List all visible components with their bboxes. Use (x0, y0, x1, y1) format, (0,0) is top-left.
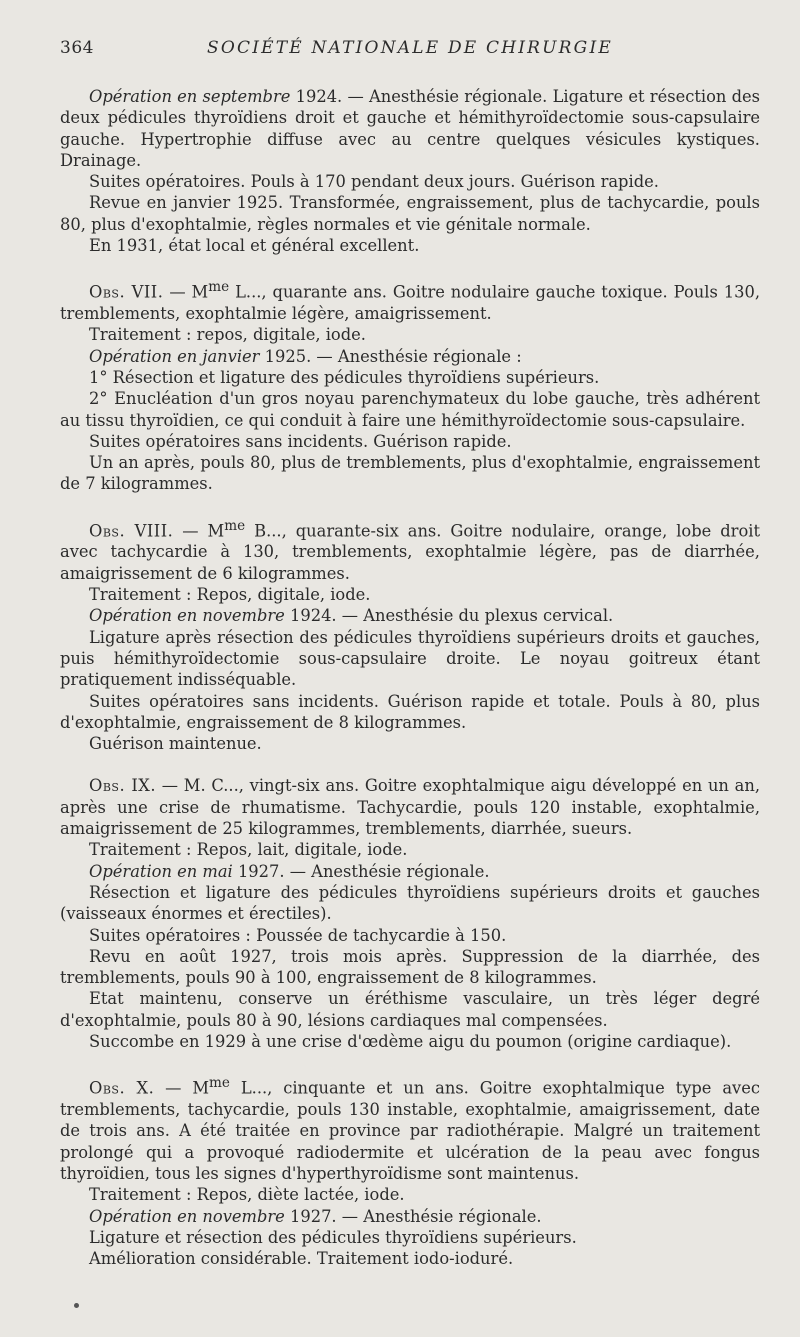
paragraph: Ligature après résection des pédicules thyroïdiens supérieurs droits et gauches, puis hémithyroïdectomie sous-capsulaire droite. Le noyau goitreux étant pratiquement indisséquable. (60, 627, 760, 690)
paragraph: Revu en août 1927, trois mois après. Suppression de la diarrhée, des tremblements, pouls 90 à 100, engraissement de 8 kilogrammes. (60, 946, 760, 988)
observation-text: — M (163, 282, 209, 302)
paragraph: Amélioration considérable. Traitement iodo-ioduré. (89, 1249, 514, 1269)
observation-label: Obs. VII. (89, 282, 164, 302)
paragraph: Traitement : repos, digitale, iode. (89, 325, 366, 345)
superscript: me (208, 279, 230, 296)
paragraph-text: 1927. — Anesthésie régionale. (284, 1206, 542, 1226)
paragraph-text: 1925. — Anesthésie régionale : (259, 346, 522, 366)
paragraph: Revue en janvier 1925. Transformée, engraissement, plus de tachycardie, pouls 80, plus d'exophtalmie, règles normales et vie génitale normale. (60, 193, 760, 234)
paragraph: Suites opératoires sans incidents. Guérison rapide. (89, 431, 512, 451)
observation-intro (60, 1073, 760, 1184)
paragraph: Traitement : Repos, lait, digitale, iode. (89, 840, 408, 860)
paragraph: 2° Enucléation d'un gros noyau parenchymateux du lobe gauche, très adhérent au tissu thyroïdien, ce qui conduit à faire une hémithyroïdectomie sous-capsulaire. (60, 389, 760, 430)
paragraph: Suites opératoires sans incidents. Guérison rapide et totale. Pouls à 80, plus d'exophtalmie, engraissement de 8 kilogrammes. (60, 691, 760, 732)
paragraph (60, 605, 760, 626)
observation-label: Obs. IX. (89, 776, 157, 796)
observation-intro (60, 775, 760, 839)
paragraph: Etat maintenu, conserve un éréthisme vasculaire, un très léger degré d'exophtalmie, pouls 80 à 90, lésions cardiaques mal compensées. (60, 989, 760, 1030)
paragraph-text: 1927. — Anesthésie régionale. (232, 861, 490, 881)
observation-intro (60, 516, 760, 584)
paragraph (60, 861, 760, 882)
paragraph: Suites opératoires : Poussée de tachycardie à 150. (89, 925, 507, 945)
paragraph (60, 1206, 760, 1227)
ink-spot (74, 1303, 79, 1308)
body-text (60, 86, 760, 1269)
running-title: SOCIÉTÉ NATIONALE DE CHIRURGIE (207, 38, 613, 58)
superscript: me (224, 517, 246, 534)
paragraph-text: 1924. — Anesthésie régionale. Ligature et résection des deux pédicules thyroïdiens droit et gauche et hémithyroïdectomie sous-capsulaire gauche. Hypertrophie diffuse avec au centre quelques vésicules kystiques. Drainage. (60, 87, 761, 170)
page-header (60, 38, 760, 62)
superscript: me (209, 1075, 230, 1092)
operation-label: Opération en janvier (89, 346, 260, 366)
observation-label: Obs. VIII. (89, 521, 174, 541)
paragraph: Succombe en 1929 à une crise d'œdème aigu du poumon (origine cardiaque). (89, 1032, 732, 1052)
observation-text: — M (173, 521, 225, 541)
operation-label: Opération en novembre (89, 1206, 285, 1226)
observation-text: B..., quarante-six ans. Goitre nodulaire, orange, lobe droit avec tachycardie à 130, tremblements, exophtalmie légère, pas de diarrhée, amaigrissement de 6 kilogrammes. (60, 521, 761, 583)
observation-text: L..., quarante ans. Goitre nodulaire gauche toxique. Pouls 130, tremblements, exophtalmie légère, amaigrissement. (60, 282, 760, 324)
operation-label: Opération en septembre (89, 87, 291, 106)
operation-label: Opération en mai (89, 861, 233, 881)
paragraph: Un an après, pouls 80, plus de tremblements, plus d'exophtalmie, engraissement de 7 kilogrammes. (60, 453, 760, 494)
paragraph: Ligature et résection des pédicules thyroïdiens supérieurs. (89, 1227, 577, 1247)
paragraph (60, 86, 760, 171)
paragraph: Guérison maintenue. (89, 734, 262, 754)
paragraph (60, 346, 760, 367)
observation-intro (60, 277, 760, 324)
paragraph-text: 1924. — Anesthésie du plexus cervical. (284, 606, 614, 626)
paragraph: En 1931, état local et général excellent. (89, 236, 420, 256)
paragraph: 1° Résection et ligature des pédicules thyroïdiens supérieurs. (89, 367, 600, 387)
observation-text: — M. C..., vingt-six ans. Goitre exophtalmique aigu développé en un an, après une crise de rhumatisme. Tachycardie, pouls 120 instable, exophtalmie, amaigrissement de 25 kilogrammes, tremblements, diarrhée, sueurs. (60, 776, 760, 839)
paragraph: Traitement : Repos, digitale, iode. (89, 585, 371, 605)
operation-label: Opération en novembre (89, 606, 285, 626)
page-number: 364 (60, 38, 94, 58)
paragraph: Traitement : Repos, diète lactée, iode. (89, 1185, 405, 1205)
paragraph: Résection et ligature des pédicules thyroïdiens supérieurs droits et gauches (vaisseaux énormes et érectiles). (60, 882, 760, 924)
observation-text: — M (154, 1078, 210, 1098)
paragraph: Suites opératoires. Pouls à 170 pendant deux jours. Guérison rapide. (89, 172, 659, 192)
observation-label: Obs. X. (89, 1078, 155, 1098)
observation-text: L..., cinquante et un ans. Goitre exophtalmique type avec tremblements, tachycardie, pouls 130 instable, exophtalmie, amaigrissement, date de trois ans. A été traitée en province par radiothérapie. Malgré un traitement prolongé qui a provoqué radiodermite et ulcération de la peau avec fongus thyroïdien, tous les signes d'hyperthyroïdisme sont maintenus. (60, 1078, 760, 1183)
